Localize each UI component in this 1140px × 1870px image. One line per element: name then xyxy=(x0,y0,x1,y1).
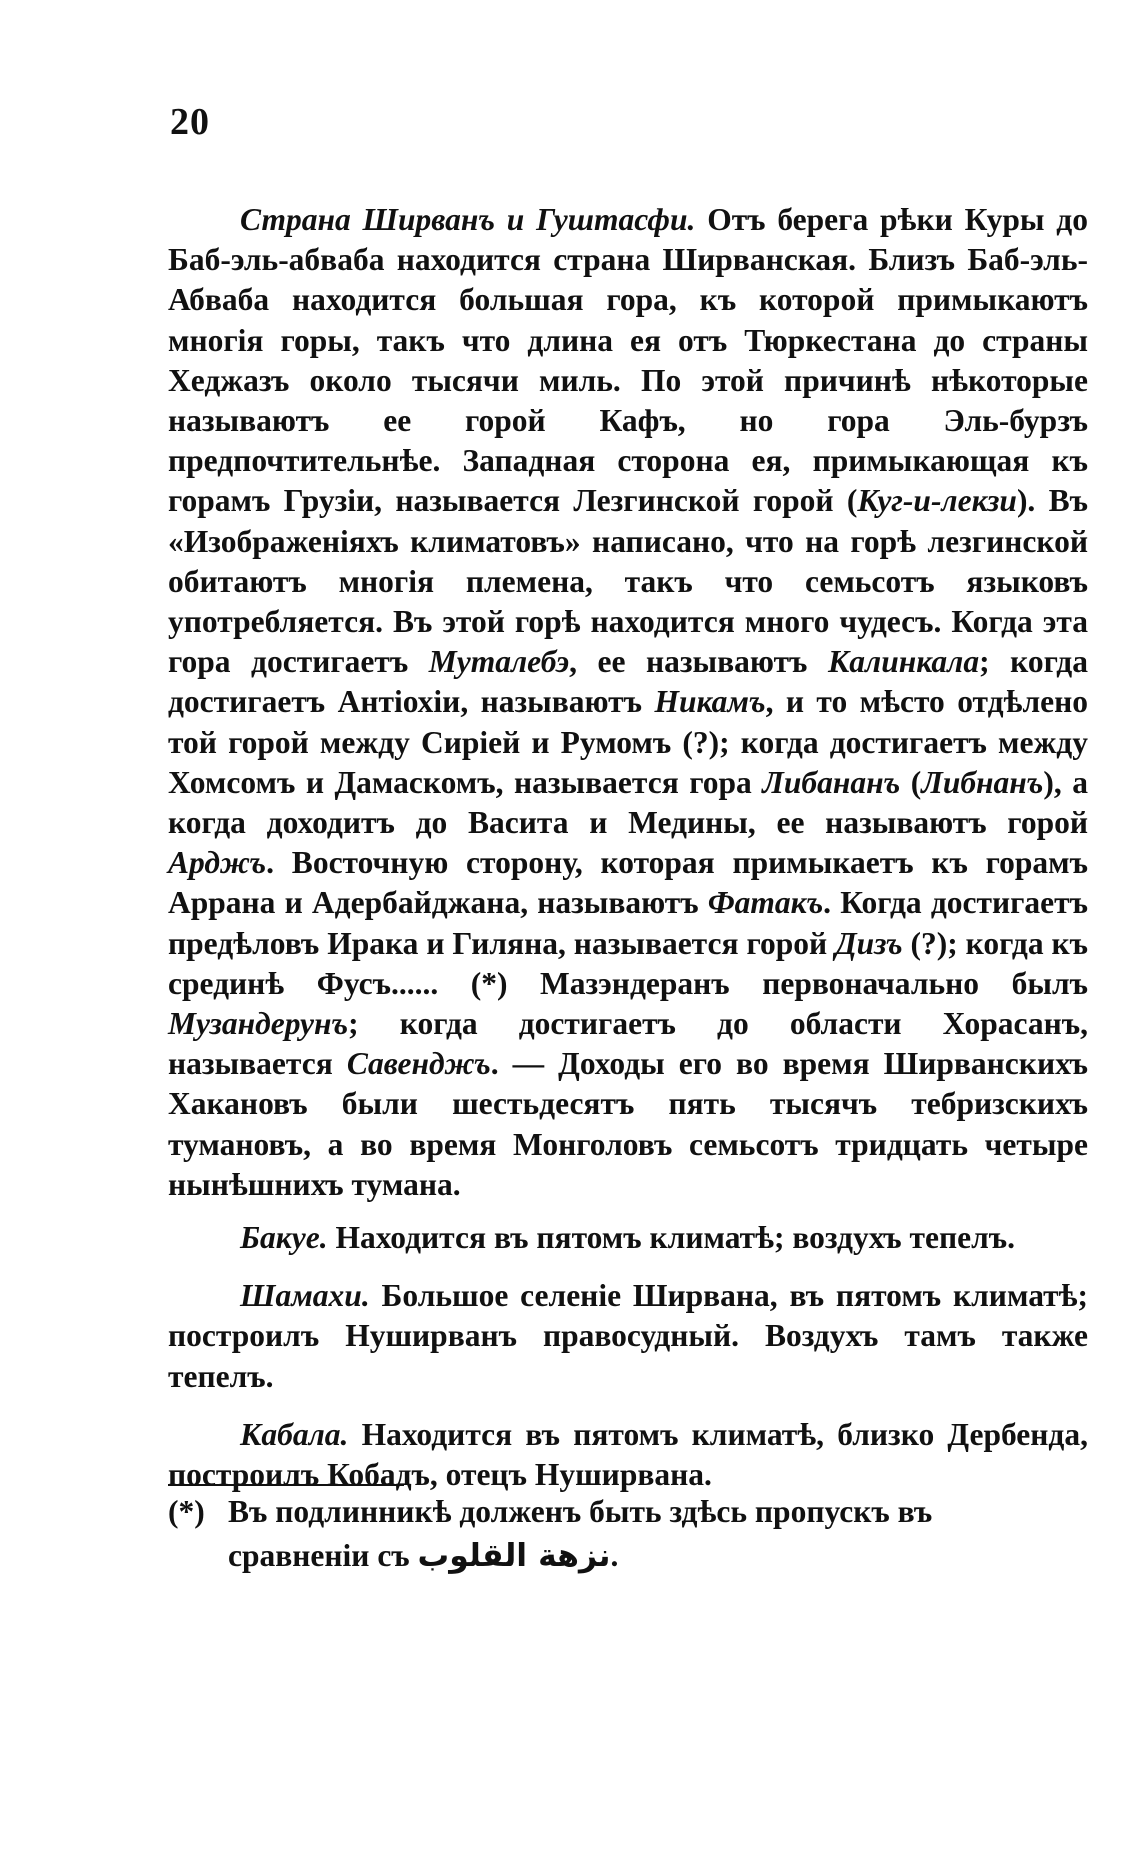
text-run: . — Доходы его во время Ширванскихъ Хакановъ были шестьдесятъ пять тысячъ тебризскихъ тумановъ, а во время Монголовъ семьсотъ тридцать четыре нынѣшнихъ тумана. xyxy=(168,1046,1089,1202)
entry-heading: Шамахи. xyxy=(240,1278,370,1314)
italic-term: Муталебэ xyxy=(428,644,570,680)
paragraph-shirvan xyxy=(168,200,1088,1205)
paragraph-bakue xyxy=(168,1218,1088,1258)
italic-term: Калинкала xyxy=(827,644,980,680)
entry-text: Находится въ пятомъ климатѣ; воздухъ тепелъ. xyxy=(327,1220,1015,1255)
footnote-line-1: Въ подлинникѣ долженъ быть здѣсь пропускъ въ xyxy=(228,1494,933,1529)
text-run: , и то мѣсто отдѣлено той горой между Сиріей и Румомъ (?); когда достигаетъ между Хомсомъ и Дамаскомъ, называется гора xyxy=(168,684,1089,800)
text-run: ). Въ «Изображеніяхъ климатовъ» написано, что на горѣ лезгинской обитаютъ многія племена, такъ что семьсотъ языковъ употребляется. Въ этой горѣ находится много чудесъ. Когда эта гора достигаетъ xyxy=(168,483,1088,680)
italic-term: Либнанъ xyxy=(921,764,1044,800)
footnote-marker: (*) xyxy=(168,1494,205,1529)
entry-heading: Бакуе. xyxy=(240,1220,328,1255)
entry-text: Большое селеніе Ширвана, въ пятомъ климатѣ; построилъ Нуширванъ правосудный. Воздухъ тамъ также тепелъ. xyxy=(168,1278,1088,1394)
main-text xyxy=(168,200,1088,1205)
entry-text: Находится въ пятомъ климатѣ, близко Дербенда, построилъ Кобадъ, отецъ Нуширвана. xyxy=(168,1416,1088,1493)
italic-term: Арджъ xyxy=(168,845,267,881)
text-run: . Когда достигаетъ предѣловъ Ирака и Гиляна, называется горой xyxy=(168,885,1088,961)
paragraph-shamakhi xyxy=(168,1276,1088,1397)
text-run: . Восточную сторону, которая примыкаетъ къ горамъ Аррана и Адербайджана, называютъ xyxy=(168,845,1088,921)
arabic-title: نزهة القلوب xyxy=(417,1538,611,1574)
text-run: ; когда достигаетъ Антіохіи, называютъ xyxy=(168,644,1088,720)
italic-term: Музандерунъ xyxy=(168,1006,349,1042)
italic-term: Савенджъ xyxy=(346,1046,491,1082)
italic-term: Никамъ xyxy=(654,684,766,720)
city-entries xyxy=(168,1218,1088,1495)
italic-term: Фатакъ xyxy=(707,885,824,921)
page-number: 20 xyxy=(170,101,210,143)
footnote-line-2-text: сравненіи съ xyxy=(228,1538,418,1573)
italic-term: Дизъ xyxy=(835,925,903,961)
footnote-line-2 xyxy=(168,1534,1088,1578)
text-run: (?); когда къ срединѣ Фусъ...... (*) Мазэндеранъ первоначально былъ xyxy=(168,925,1088,1001)
text-run: Отъ берега рѣки Куры до Баб-эль-абваба находится страна Ширванская. Близъ Баб-эль-Абваба находится большая гора, къ которой примыкаютъ многія горы, такъ что длина ея отъ Тюркестана до страны Хеджазъ около тысячи миль. По этой причинѣ нѣкоторые называютъ ее горой Кафъ, но гора Эль-бурзъ предпочтительнѣе. Западная сторона ея, примыкающая къ горамъ Грузіи, называется Лезгинской горой ( xyxy=(168,202,1088,519)
entry-heading: Кабала. xyxy=(240,1416,349,1452)
text-run: ( xyxy=(900,764,922,800)
footnote xyxy=(168,1490,1088,1578)
footnote-rule xyxy=(168,1484,404,1486)
text-run: ), а когда доходитъ до Васита и Медины, ее называютъ горой xyxy=(168,764,1088,841)
text-run: ; когда достигаетъ до области Хорасанъ, называется xyxy=(168,1006,1088,1082)
section-heading: Страна Ширванъ и Гуштасфи. xyxy=(240,202,696,237)
footnote-line-2-end: . xyxy=(610,1538,619,1573)
italic-term: Либананъ xyxy=(762,764,901,800)
text-run: , ее называютъ xyxy=(569,644,828,680)
italic-term: Куг-и-лекзи xyxy=(857,483,1017,519)
